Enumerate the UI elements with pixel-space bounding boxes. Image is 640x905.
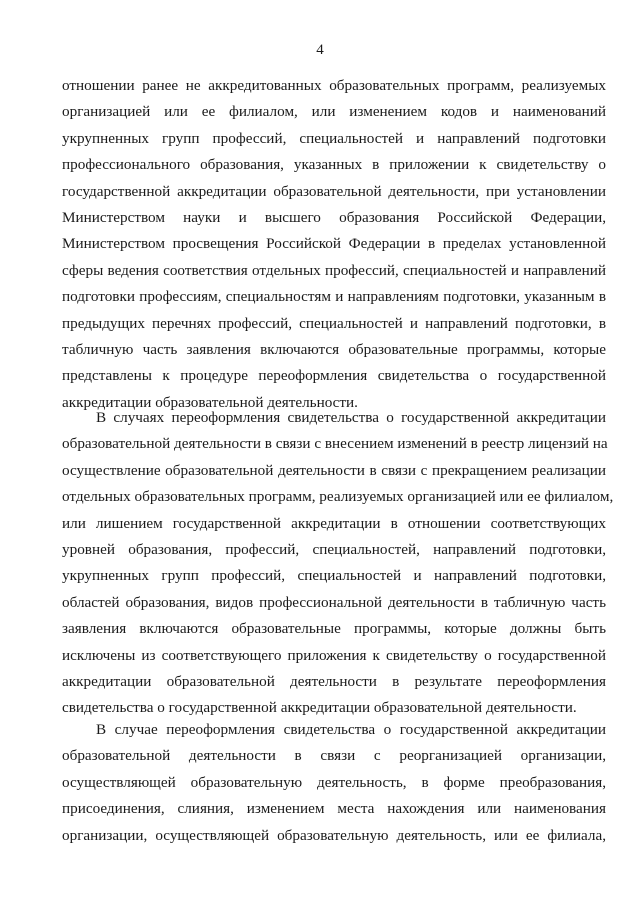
paragraph-line: укрупненных групп профессий, специальностей и направлений подготовки — [62, 129, 606, 147]
paragraph-line: образовательной деятельности в связи с реорганизацией организации, — [62, 747, 606, 765]
paragraph-line: аккредитации образовательной деятельности. — [62, 393, 358, 411]
paragraph-line: отдельных образовательных программ, реализуемых организацией или ее филиалом, — [62, 488, 614, 506]
paragraph-line: уровней образования, профессий, специальностей, направлений подготовки, — [62, 540, 606, 558]
paragraph-line: исключены из соответствующего приложения к свидетельству о государственной — [62, 646, 606, 664]
paragraph-line: сферы ведения соответствия отдельных профессий, специальностей и направлений — [62, 261, 606, 279]
paragraph-line: организацией или ее филиалом, или изменением кодов и наименований — [62, 103, 606, 121]
paragraph-line: осуществляющей образовательную деятельность, в форме преобразования, — [62, 773, 606, 791]
paragraph-line: присоединения, слияния, изменением места нахождения или наименования — [62, 800, 606, 818]
paragraph-line: организации, осуществляющей образовательную деятельность, или ее филиала, — [62, 826, 606, 844]
paragraph-line: профессионального образования, указанных в приложении к свидетельству о — [62, 156, 606, 174]
paragraph-line: осуществление образовательной деятельности в связи с прекращением реализации — [62, 461, 606, 479]
paragraph-line: В случае переоформления свидетельства о государственной аккредитации — [96, 721, 606, 738]
paragraph-line: заявления включаются образовательные программы, которые должны быть — [62, 620, 606, 638]
paragraph-1 — [62, 73, 606, 416]
paragraph-line: В случаях переоформления свидетельства о государственной аккредитации — [96, 409, 606, 426]
paragraph-line: образовательной деятельности в связи с внесением изменений в реестр лицензий на — [62, 435, 608, 453]
paragraph-line: Министерством науки и высшего образования Российской Федерации, — [62, 208, 606, 226]
paragraph-line: свидетельства о государственной аккредитации образовательной деятельности. — [62, 699, 577, 717]
paragraph-line: отношении ранее не аккредитованных образовательных программ, реализуемых — [62, 77, 606, 94]
paragraph-line: или лишением государственной аккредитации в отношении соответствующих — [62, 514, 606, 532]
paragraph-line: табличную часть заявления включаются образовательные программы, которые — [62, 340, 606, 358]
paragraph-line: областей образования, видов профессиональной деятельности в табличную часть — [62, 593, 606, 611]
paragraph-line: укрупненных групп профессий, специальностей и направлений подготовки, — [62, 567, 606, 585]
paragraph-3 — [62, 717, 606, 849]
paragraph-line: подготовки профессиям, специальностям и направлениям подготовки, указанным в — [62, 288, 606, 306]
page-number: 4 — [316, 42, 324, 58]
paragraph-line: аккредитации образовательной деятельности в результате переоформления — [62, 672, 606, 690]
paragraph-line: Министерством просвещения Российской Федерации в пределах установленной — [62, 235, 606, 253]
paragraph-line: предыдущих перечнях профессий, специальностей и направлений подготовки, в — [62, 314, 606, 332]
paragraph-line: государственной аккредитации образовательной деятельности, при установлении — [62, 182, 606, 200]
paragraph-line: представлены к процедуре переоформления свидетельства о государственной — [62, 367, 606, 385]
paragraph-2 — [62, 405, 614, 722]
